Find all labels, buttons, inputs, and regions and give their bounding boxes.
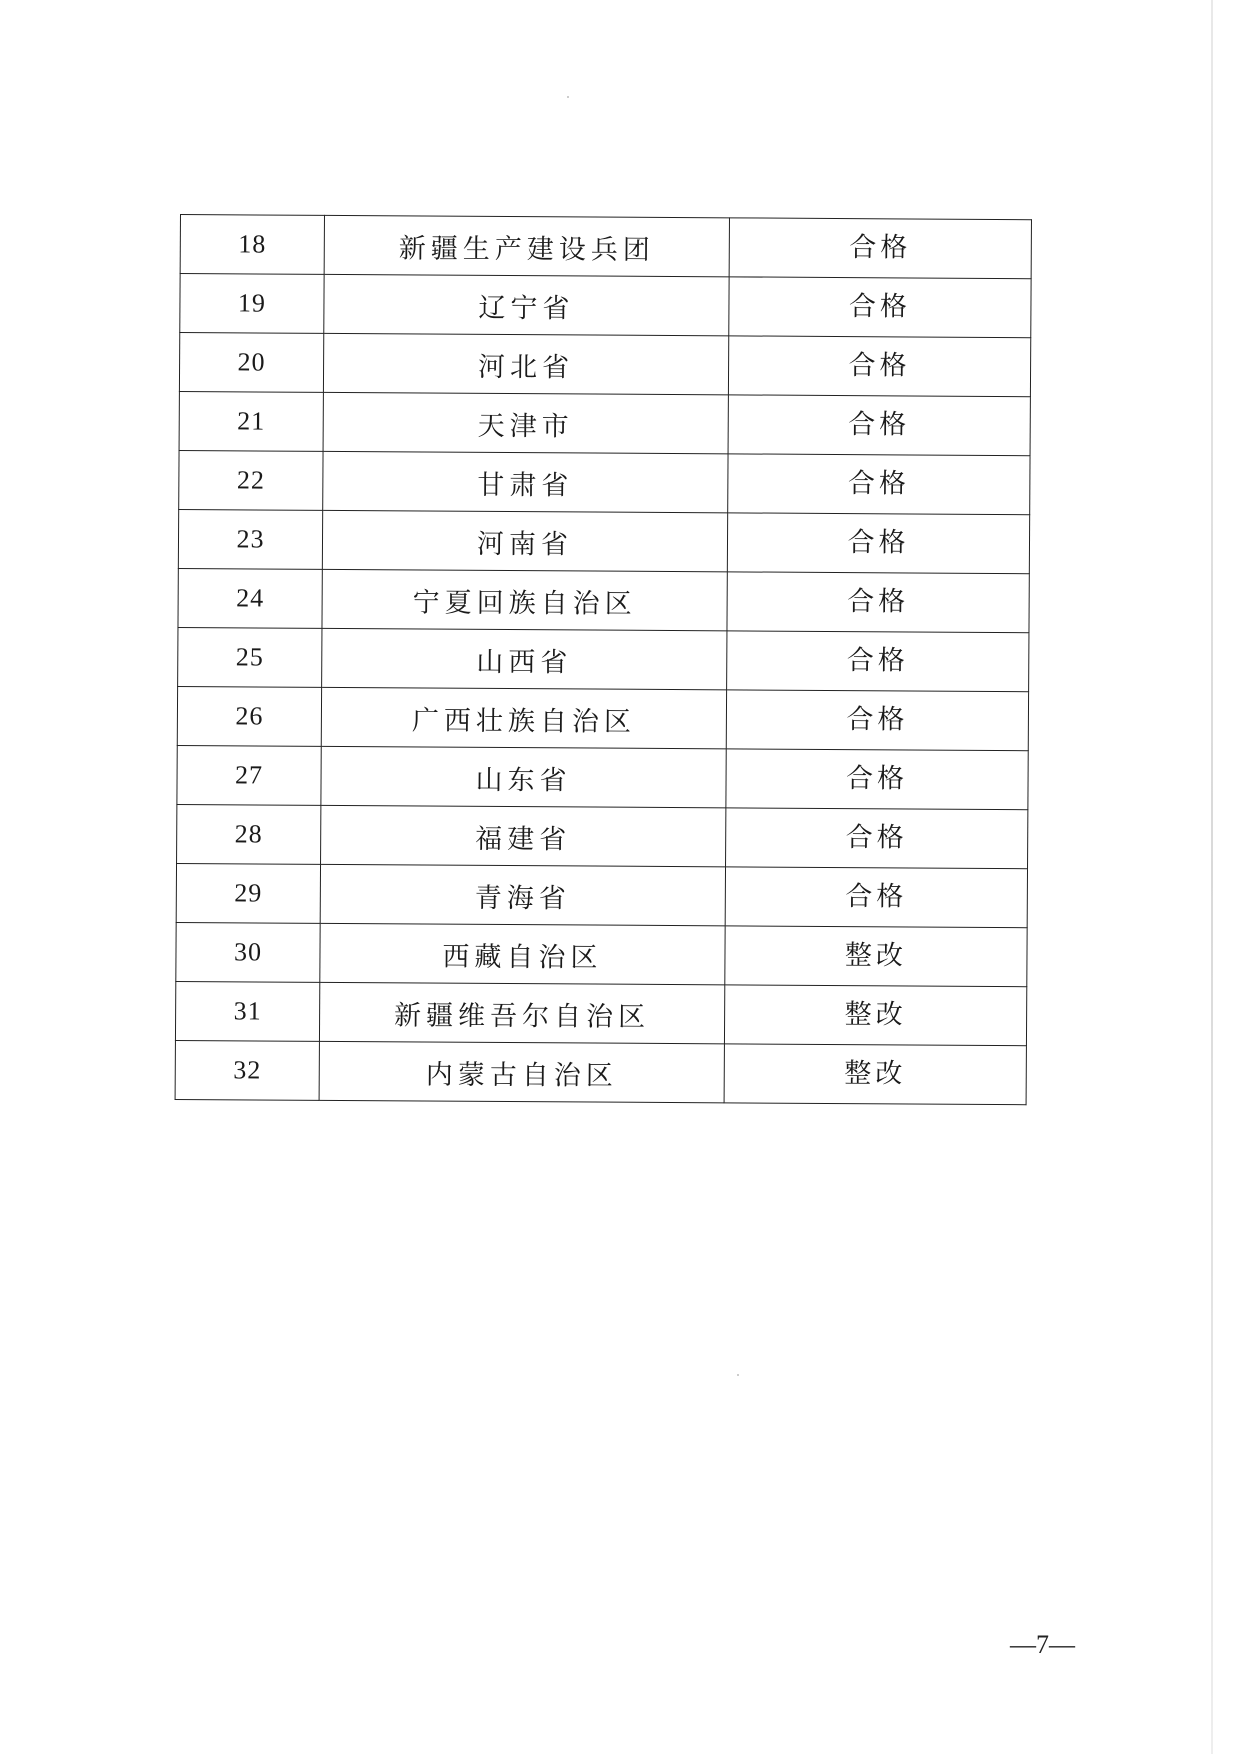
scan-edge-shadow (1211, 0, 1213, 1754)
result-label: 整改 (844, 998, 907, 1030)
table-row (178, 627, 1029, 691)
table-row (180, 215, 1031, 279)
result-cell (728, 395, 1030, 456)
result-cell (729, 218, 1031, 279)
result-cell (728, 336, 1030, 397)
region-cell: 新疆维吾尔自治区 (319, 982, 724, 1043)
region-cell: 甘肃省 (323, 451, 728, 512)
row-number-cell: 25 (178, 627, 322, 687)
table-row (175, 981, 1026, 1045)
region-cell: 青海省 (320, 864, 725, 925)
region-cell: 天津市 (323, 392, 728, 453)
region-cell: 河南省 (322, 510, 727, 571)
table-row (176, 863, 1027, 927)
result-cell (726, 808, 1028, 869)
table-row (177, 686, 1028, 750)
table-row (179, 333, 1030, 397)
row-number-cell: 31 (175, 981, 319, 1041)
table-row (177, 804, 1028, 868)
result-label: 合格 (847, 585, 910, 617)
result-cell (727, 513, 1029, 574)
result-cell (729, 277, 1031, 338)
row-number-cell: 23 (178, 509, 322, 569)
result-cell (724, 1044, 1026, 1105)
region-cell: 山东省 (321, 746, 726, 807)
table-row (178, 568, 1029, 632)
result-label: 合格 (846, 644, 909, 676)
row-number-cell: 26 (177, 686, 321, 746)
result-cell (724, 985, 1026, 1046)
region-cell: 内蒙古自治区 (319, 1041, 724, 1102)
result-cell (726, 749, 1028, 810)
region-cell: 辽宁省 (324, 274, 729, 335)
result-label: 合格 (845, 880, 908, 912)
row-number-cell: 29 (176, 863, 320, 923)
row-number-cell: 19 (180, 274, 324, 334)
result-cell (727, 631, 1029, 692)
result-label: 整改 (844, 939, 908, 971)
region-cell: 广西壮族自治区 (321, 687, 726, 748)
row-number-cell: 32 (175, 1040, 319, 1100)
result-cell (725, 926, 1027, 987)
result-label: 合格 (845, 762, 909, 794)
row-number-cell: 20 (179, 333, 323, 393)
table-row (180, 274, 1031, 338)
table-row (177, 745, 1028, 809)
result-label: 合格 (849, 231, 912, 263)
row-number-cell: 28 (177, 804, 321, 864)
result-cell (728, 454, 1030, 515)
row-number-cell: 18 (180, 215, 324, 275)
region-cell: 西藏自治区 (320, 923, 725, 984)
result-label: 合格 (845, 821, 908, 853)
result-cell (725, 867, 1027, 928)
result-cell (727, 572, 1029, 633)
region-cell: 宁夏回族自治区 (322, 569, 727, 630)
region-cell: 福建省 (321, 805, 726, 866)
result-label: 合格 (847, 526, 910, 558)
result-label: 合格 (848, 349, 911, 381)
table-row (179, 391, 1030, 455)
row-number-cell: 30 (176, 922, 320, 982)
row-number-cell: 24 (178, 568, 322, 628)
result-label: 合格 (848, 408, 911, 440)
result-cell (726, 690, 1028, 751)
region-cell: 山西省 (322, 628, 727, 689)
results-table-body (175, 215, 1031, 1105)
result-label: 整改 (844, 1057, 907, 1089)
region-cell: 河北省 (323, 333, 728, 394)
scan-speck (737, 1374, 739, 1376)
row-number-cell: 22 (179, 450, 323, 510)
scan-speck (567, 96, 569, 98)
results-table (175, 214, 1032, 1105)
results-table-container (175, 214, 1030, 1105)
row-number-cell: 21 (179, 391, 323, 451)
table-row (179, 450, 1030, 514)
table-row (175, 1040, 1026, 1104)
row-number-cell: 27 (177, 745, 321, 805)
page-number: —7— (1010, 1630, 1075, 1659)
table-row (178, 509, 1029, 573)
table-row (176, 922, 1027, 986)
result-label: 合格 (846, 703, 909, 735)
result-label: 合格 (848, 290, 912, 322)
region-cell: 新疆生产建设兵团 (324, 215, 729, 276)
result-label: 合格 (847, 467, 910, 499)
